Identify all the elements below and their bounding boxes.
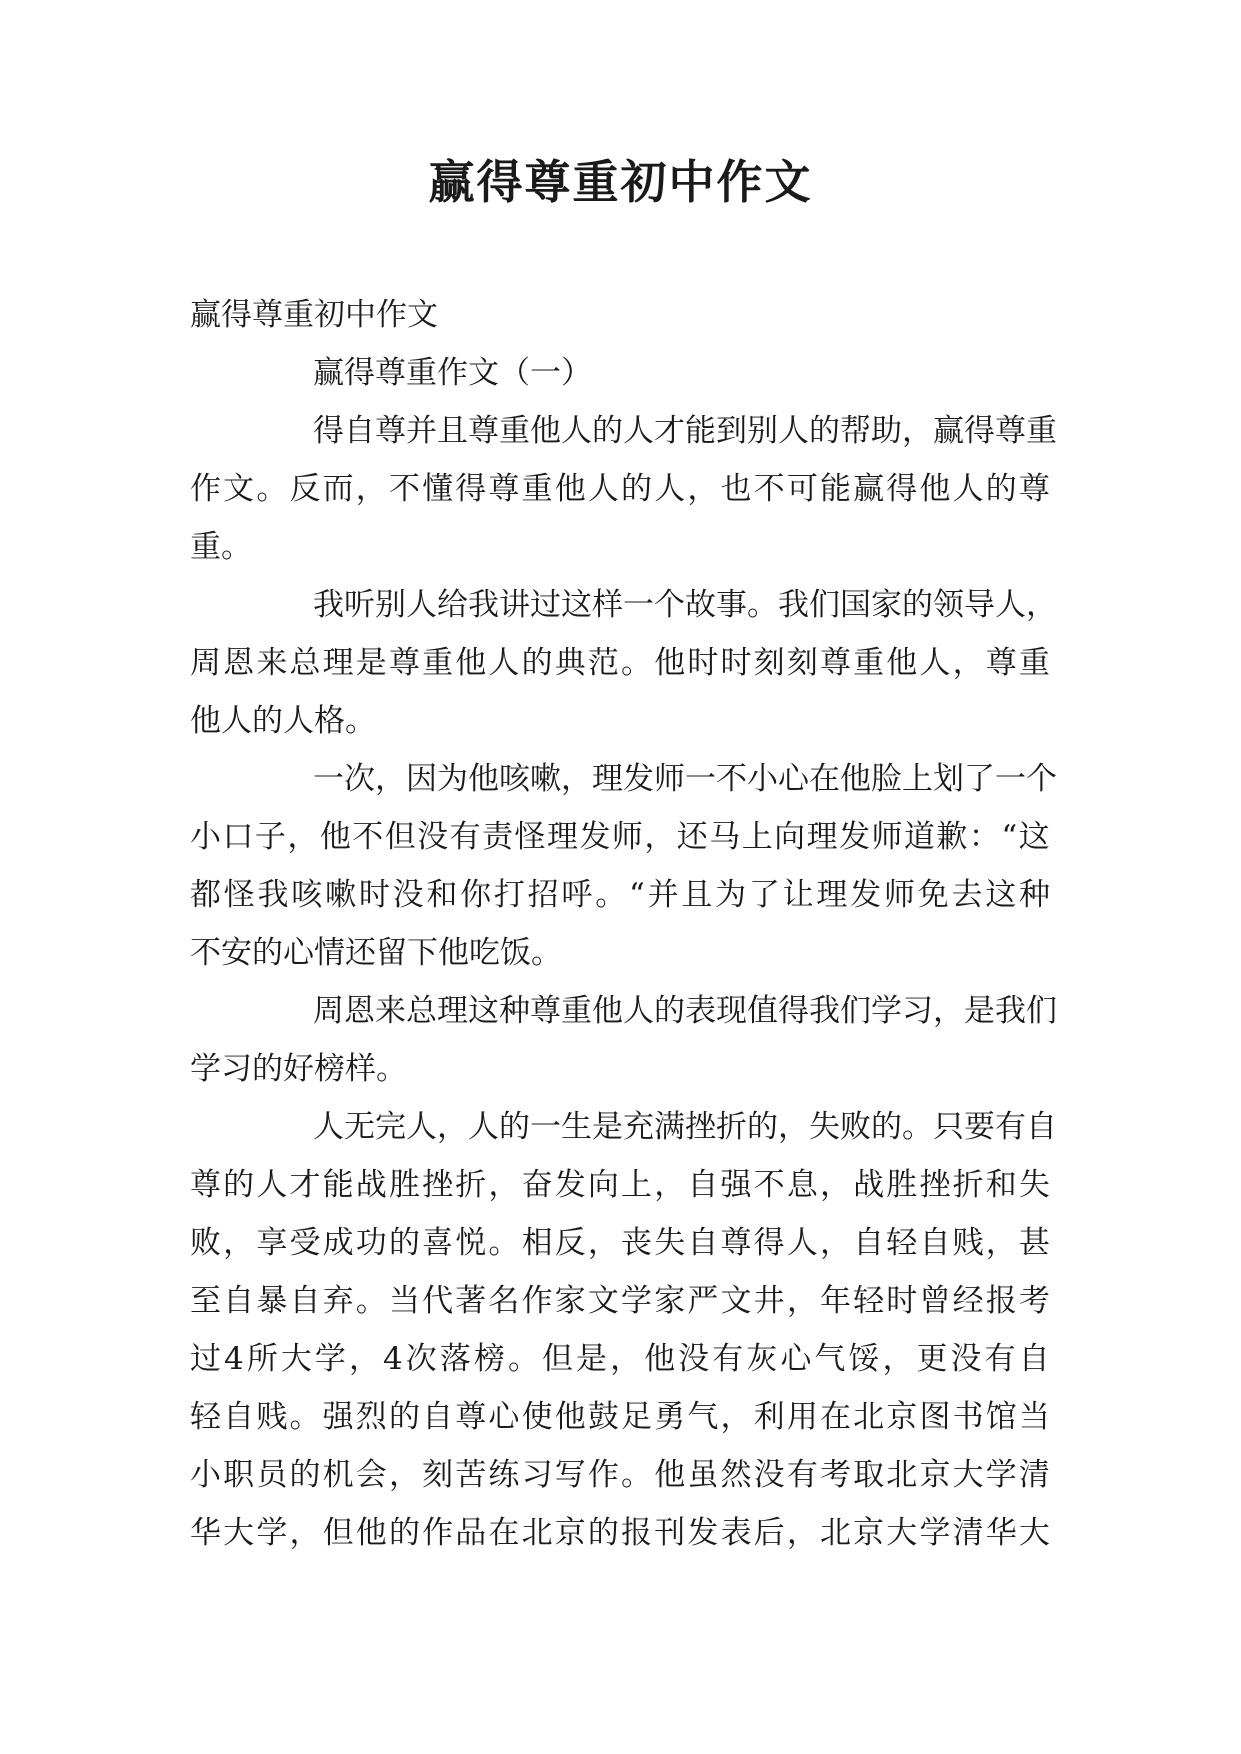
text-line: 一 次 ， 因 为 他 咳 嗽 ， 理 发 师 一 不 小 心 在 他 脸 上 划 了 一 个 bbox=[313, 761, 1057, 797]
document-title: 赢得尊重初中作文 bbox=[428, 155, 813, 209]
text-line: 不安的心情还留下他吃饭。 bbox=[190, 935, 562, 971]
text-line: 作 文 。 反 而 ， 不 懂 得 尊 重 他 人 的 人 ， 也 不 可 能 赢 得 他 人 的 尊 bbox=[190, 471, 1050, 507]
text-line: 学习的好榜样。 bbox=[190, 1051, 407, 1087]
text-line: 过 4 所 大 学 ， 4 次 落 榜 。 但 是 ， 他 没 有 灰 心 气 馁 ， 更 没 有 自 bbox=[190, 1341, 1050, 1377]
text-line: 人 无 完 人 ， 人 的 一 生 是 充 满 挫 折 的 ， 失 败 的 。 只 要 有 自 bbox=[313, 1109, 1057, 1145]
text-line: 轻 自 贱 。 强 烈 的 自 尊 心 使 他 鼓 足 勇 气 ， 利 用 在 北 京 图 书 馆 当 bbox=[190, 1399, 1050, 1435]
text-line: 赢得尊重初中作文 bbox=[190, 297, 438, 333]
text-line: 他人的人格。 bbox=[190, 703, 376, 739]
text-line: 周 恩 来 总 理 这 种 尊 重 他 人 的 表 现 值 得 我 们 学 习 ， 是 我 们 bbox=[313, 993, 1057, 1029]
text-line: 重。 bbox=[190, 529, 252, 565]
text-line: 华 大 学 ， 但 他 的 作 品 在 北 京 的 报 刊 发 表 后 ， 北 京 大 学 清 华 大 bbox=[190, 1515, 1050, 1551]
text-line: 至 自 暴 自 弃 。 当 代 著 名 作 家 文 学 家 严 文 井 ， 年 轻 时 曾 经 报 考 bbox=[190, 1283, 1050, 1319]
text-line: 得 自 尊 并 且 尊 重 他 人 的 人 才 能 到 别 人 的 帮 助 ， 赢 得 尊 重 bbox=[313, 413, 1057, 449]
text-line: 尊 的 人 才 能 战 胜 挫 折 ， 奋 发 向 上 ， 自 强 不 息 ， 战 胜 挫 折 和 失 bbox=[190, 1167, 1050, 1203]
text-line: 赢得尊重作文（一） bbox=[313, 355, 592, 391]
text-line: 我 听 别 人 给 我 讲 过 这 样 一 个 故 事 。 我 们 国 家 的 领 导 人 ， bbox=[313, 587, 1057, 623]
document-body bbox=[190, 286, 1057, 1562]
text-line: 败 ， 享 受 成 功 的 喜 悦 。 相 反 ， 丧 失 自 尊 得 人 ， 自 轻 自 贱 ， 甚 bbox=[190, 1225, 1050, 1261]
text-line: 周 恩 来 总 理 是 尊 重 他 人 的 典 范 。 他 时 时 刻 刻 尊 重 他 人 ， 尊 重 bbox=[190, 645, 1050, 681]
text-line: 都 怪 我 咳 嗽 时 没 和 你 打 招 呼 。 “ 并 且 为 了 让 理 发 师 免 去 这 种 bbox=[190, 877, 1050, 913]
text-line: 小 口 子 ， 他 不 但 没 有 责 怪 理 发 师 ， 还 马 上 向 理 发 师 道 歉 ： “ 这 bbox=[190, 819, 1050, 855]
text-line: 小 职 员 的 机 会 ， 刻 苦 练 习 写 作 。 他 虽 然 没 有 考 取 北 京 大 学 清 bbox=[190, 1457, 1050, 1493]
